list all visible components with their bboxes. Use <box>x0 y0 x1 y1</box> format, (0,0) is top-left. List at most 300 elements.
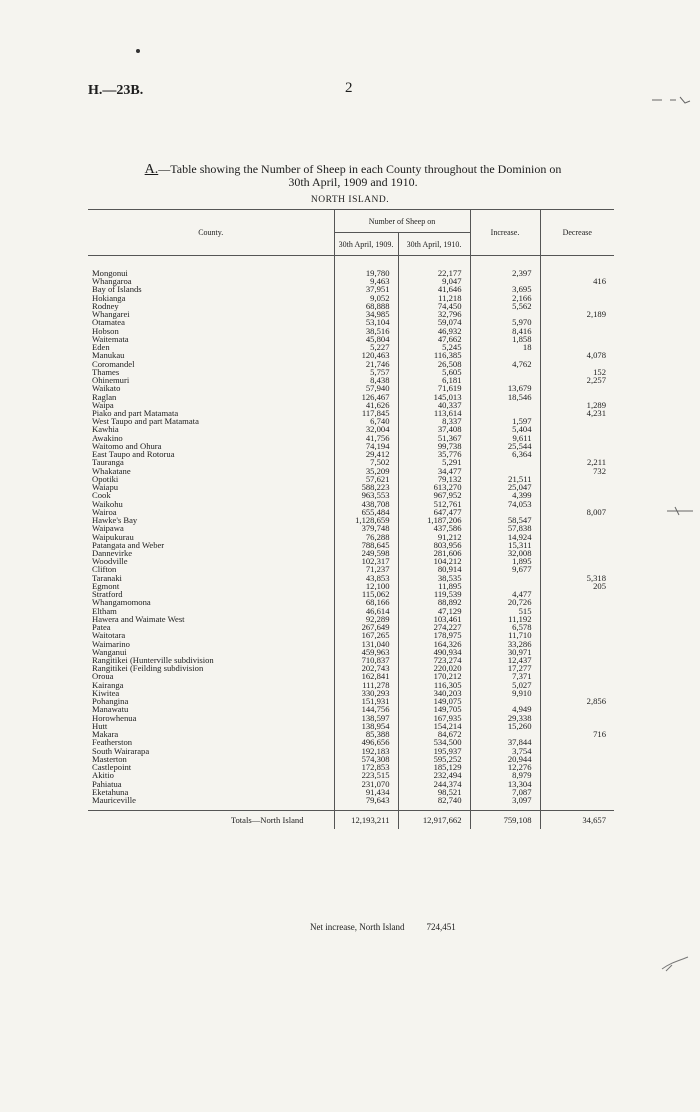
sheep-1909-cell: 588,223 <box>334 483 398 491</box>
sheep-1909-cell: 19,780 <box>334 269 398 277</box>
increase-cell <box>470 458 540 466</box>
county-cell: Ohinemuri <box>88 376 334 384</box>
header-decrease: Decrease <box>540 210 614 256</box>
decrease-cell: 2,257 <box>586 375 606 386</box>
county-cell: Waipa <box>88 401 334 409</box>
sheep-1909-cell: 71,237 <box>334 565 398 573</box>
sheep-1909-cell: 37,951 <box>334 285 398 293</box>
table-row <box>88 351 614 359</box>
county-cell: Hokianga <box>88 294 334 302</box>
title-line-1: —Table showing the Number of Sheep in each County throughout the Dominion on <box>158 162 562 176</box>
sheep-1910-cell: 534,500 <box>398 738 470 746</box>
sheep-1910-cell: 35,776 <box>398 450 470 458</box>
table-row <box>88 393 614 401</box>
decrease-cell <box>540 590 614 598</box>
sheep-1909-cell: 111,278 <box>334 681 398 689</box>
margin-mark <box>660 955 690 975</box>
sheep-1909-cell: 138,954 <box>334 722 398 730</box>
sheep-1910-cell: 11,895 <box>398 582 470 590</box>
table-row <box>88 549 614 557</box>
sheep-1909-cell: 459,963 <box>334 648 398 656</box>
county-cell: Eketahuna <box>88 788 334 796</box>
title-line-2: 30th April, 1909 and 1910. <box>288 175 418 189</box>
decrease-cell: 4,078 <box>586 350 606 361</box>
county-cell: Waitemata <box>88 335 334 343</box>
decrease-cell: 416 <box>593 276 606 287</box>
table-row <box>88 771 614 779</box>
ink-dot <box>136 49 140 53</box>
table-row <box>88 384 614 392</box>
county-cell: Rodney <box>88 302 334 310</box>
increase-cell: 2,166 <box>470 294 540 302</box>
table-row <box>88 533 614 541</box>
sheep-1910-cell: 281,606 <box>398 549 470 557</box>
sheep-1910-cell: 116,385 <box>398 351 470 359</box>
net-increase-line <box>310 922 456 932</box>
sheep-1909-cell: 85,388 <box>334 730 398 738</box>
header-county: County. <box>88 210 334 256</box>
increase-cell: 30,971 <box>470 648 540 656</box>
county-cell: Waitotara <box>88 631 334 639</box>
table-row <box>88 368 614 376</box>
decrease-cell: 8,007 <box>586 506 606 517</box>
county-cell: Oroua <box>88 672 334 680</box>
sheep-1909-cell: 35,209 <box>334 467 398 475</box>
sheep-1909-cell: 131,040 <box>334 640 398 648</box>
sheep-1909-cell: 92,289 <box>334 615 398 623</box>
sheep-1909-cell: 76,288 <box>334 533 398 541</box>
decrease-cell <box>540 327 614 335</box>
county-cell: Rangitikei (Feilding subdivision <box>88 664 334 672</box>
county-cell: Whakatane <box>88 467 334 475</box>
county-cell: Raglan <box>88 393 334 401</box>
sheep-1910-cell: 803,956 <box>398 541 470 549</box>
table-row <box>88 483 614 491</box>
county-cell: Mongonui <box>88 269 334 277</box>
table-row <box>88 557 614 565</box>
table-row <box>88 285 614 293</box>
sheep-1910-cell: 167,935 <box>398 714 470 722</box>
sheep-1910-cell: 46,932 <box>398 327 470 335</box>
county-cell: Eden <box>88 343 334 351</box>
header-number-of-sheep: Number of Sheep on <box>334 210 470 233</box>
sheep-1909-cell: 34,985 <box>334 310 398 318</box>
county-cell: Clifton <box>88 565 334 573</box>
sheep-1909-cell: 41,626 <box>334 401 398 409</box>
table-body <box>88 269 614 804</box>
table-row <box>88 738 614 746</box>
sheep-1910-cell: 51,367 <box>398 434 470 442</box>
sheep-1910-cell: 5,245 <box>398 343 470 351</box>
county-cell: Waitomo and Ohura <box>88 442 334 450</box>
table-row <box>88 565 614 573</box>
sheep-1910-cell: 170,212 <box>398 672 470 680</box>
decrease-cell <box>540 483 614 491</box>
table-row <box>88 631 614 639</box>
sheep-1909-cell: 5,227 <box>334 343 398 351</box>
table-row <box>88 615 614 623</box>
sheep-1910-cell: 232,494 <box>398 771 470 779</box>
table-row <box>88 623 614 631</box>
decrease-cell <box>540 648 614 656</box>
county-cell: Opotiki <box>88 475 334 483</box>
sheep-1910-cell: 647,477 <box>398 508 470 516</box>
page-number: 2 <box>345 80 353 96</box>
increase-cell: 1,895 <box>470 557 540 565</box>
table-row <box>88 705 614 713</box>
decrease-cell <box>540 656 614 664</box>
increase-cell: 15,311 <box>470 541 540 549</box>
table-row <box>88 343 614 351</box>
county-cell: Castlepoint <box>88 763 334 771</box>
sheep-1909-cell: 710,837 <box>334 656 398 664</box>
table-row <box>88 697 614 705</box>
county-cell: Hutt <box>88 722 334 730</box>
decrease-cell: 716 <box>593 729 606 740</box>
decrease-cell <box>540 294 614 302</box>
decrease-cell: 152 <box>593 366 606 377</box>
table-row <box>88 269 614 277</box>
sheep-1910-cell: 723,274 <box>398 656 470 664</box>
increase-cell: 21,511 <box>470 475 540 483</box>
county-cell: Bay of Islands <box>88 285 334 293</box>
table-row <box>88 500 614 508</box>
table-row <box>88 590 614 598</box>
increase-cell: 32,008 <box>470 549 540 557</box>
county-cell: South Wairarapa <box>88 747 334 755</box>
increase-cell: 515 <box>470 607 540 615</box>
increase-cell: 8,979 <box>470 771 540 779</box>
increase-cell: 13,679 <box>470 384 540 392</box>
increase-cell: 7,371 <box>470 672 540 680</box>
increase-cell: 5,027 <box>470 681 540 689</box>
county-cell: East Taupo and Rotorua <box>88 450 334 458</box>
table-row <box>88 755 614 763</box>
increase-cell: 4,762 <box>470 360 540 368</box>
sheep-1909-cell: 574,308 <box>334 755 398 763</box>
table-row <box>88 598 614 606</box>
sheep-table <box>88 209 614 829</box>
sheep-1910-cell: 149,075 <box>398 697 470 705</box>
increase-cell: 29,338 <box>470 714 540 722</box>
decrease-cell <box>540 672 614 680</box>
county-cell: West Taupo and part Matamata <box>88 417 334 425</box>
county-cell: Kairanga <box>88 681 334 689</box>
sheep-1909-cell: 8,438 <box>334 376 398 384</box>
sheep-1910-cell: 195,937 <box>398 747 470 755</box>
county-cell: Piako and part Matamata <box>88 409 334 417</box>
margin-mark <box>665 505 695 517</box>
decrease-cell <box>540 541 614 549</box>
table-row <box>88 310 614 318</box>
table-row <box>88 417 614 425</box>
county-cell: Patea <box>88 623 334 631</box>
sheep-1910-cell: 9,047 <box>398 277 470 285</box>
increase-cell: 3,097 <box>470 796 540 804</box>
sheep-1910-cell: 274,227 <box>398 623 470 631</box>
sheep-1909-cell: 267,649 <box>334 623 398 631</box>
totals-label: Totals—North Island <box>88 811 334 830</box>
decrease-cell <box>540 442 614 450</box>
table-row <box>88 681 614 689</box>
decrease-cell <box>540 285 614 293</box>
sheep-1910-cell: 34,477 <box>398 467 470 475</box>
decrease-cell <box>540 557 614 565</box>
sheep-1910-cell: 80,914 <box>398 565 470 573</box>
sheep-1909-cell: 9,463 <box>334 277 398 285</box>
sheep-1910-cell: 71,619 <box>398 384 470 392</box>
county-cell: Masterton <box>88 755 334 763</box>
increase-cell: 9,910 <box>470 689 540 697</box>
sheep-1909-cell: 32,004 <box>334 425 398 433</box>
increase-cell: 37,844 <box>470 738 540 746</box>
county-cell: Manukau <box>88 351 334 359</box>
county-cell: Waimarino <box>88 640 334 648</box>
sheep-1910-cell: 512,761 <box>398 500 470 508</box>
county-cell: Awakino <box>88 434 334 442</box>
decrease-cell: 2,211 <box>586 457 606 468</box>
county-cell: Waikohu <box>88 500 334 508</box>
decrease-cell <box>540 623 614 631</box>
increase-cell: 1,597 <box>470 417 540 425</box>
sheep-1909-cell: 117,845 <box>334 409 398 417</box>
decrease-cell <box>540 417 614 425</box>
sheep-1909-cell: 74,194 <box>334 442 398 450</box>
table-row <box>88 582 614 590</box>
decrease-cell <box>540 549 614 557</box>
sheep-1910-cell: 613,270 <box>398 483 470 491</box>
sheep-1910-cell: 88,892 <box>398 598 470 606</box>
sheep-1909-cell: 6,740 <box>334 417 398 425</box>
decrease-cell <box>540 631 614 639</box>
increase-cell: 18,546 <box>470 393 540 401</box>
increase-cell: 25,047 <box>470 483 540 491</box>
sheep-1909-cell: 167,265 <box>334 631 398 639</box>
decrease-cell <box>540 755 614 763</box>
net-increase-label: Net increase, North Island <box>310 922 405 932</box>
county-cell: Egmont <box>88 582 334 590</box>
county-cell: Otamatea <box>88 318 334 326</box>
increase-cell: 58,547 <box>470 516 540 524</box>
increase-cell: 14,924 <box>470 533 540 541</box>
county-cell: Featherston <box>88 738 334 746</box>
increase-cell: 5,404 <box>470 425 540 433</box>
sheep-1910-cell: 1,187,206 <box>398 516 470 524</box>
sheep-1909-cell: 379,748 <box>334 524 398 532</box>
decrease-cell: 732 <box>593 465 606 476</box>
table-row <box>88 730 614 738</box>
decrease-cell <box>540 681 614 689</box>
sheep-1910-cell: 340,203 <box>398 689 470 697</box>
county-cell: Cook <box>88 491 334 499</box>
decrease-cell <box>540 771 614 779</box>
county-cell: Wanganui <box>88 648 334 656</box>
sheep-1910-cell: 185,129 <box>398 763 470 771</box>
sheep-1910-cell: 99,738 <box>398 442 470 450</box>
sheep-1909-cell: 496,656 <box>334 738 398 746</box>
increase-cell: 4,477 <box>470 590 540 598</box>
county-cell: Hawke's Bay <box>88 516 334 524</box>
sheep-1909-cell: 9,052 <box>334 294 398 302</box>
sheep-1910-cell: 967,952 <box>398 491 470 499</box>
sheep-1910-cell: 490,934 <box>398 648 470 656</box>
decrease-cell <box>540 533 614 541</box>
decrease-cell <box>540 780 614 788</box>
sheep-1909-cell: 12,100 <box>334 582 398 590</box>
table-row <box>88 508 614 516</box>
increase-cell: 5,970 <box>470 318 540 326</box>
sheep-1909-cell: 330,293 <box>334 689 398 697</box>
sheep-1910-cell: 22,177 <box>398 269 470 277</box>
sheep-1910-cell: 595,252 <box>398 755 470 763</box>
sheep-1910-cell: 74,450 <box>398 302 470 310</box>
county-cell: Whangaroa <box>88 277 334 285</box>
sheep-1910-cell: 98,521 <box>398 788 470 796</box>
decrease-cell <box>540 434 614 442</box>
increase-cell: 1,858 <box>470 335 540 343</box>
sheep-1909-cell: 172,853 <box>334 763 398 771</box>
increase-cell: 9,677 <box>470 565 540 573</box>
decrease-cell: 2,189 <box>586 309 606 320</box>
table-row <box>88 574 614 582</box>
sheep-1909-cell: 102,317 <box>334 557 398 565</box>
header-increase: Increase. <box>470 210 540 256</box>
totals-decrease: 34,657 <box>540 811 614 830</box>
county-cell: Patangata and Weber <box>88 541 334 549</box>
sheep-1909-cell: 151,931 <box>334 697 398 705</box>
sheep-1909-cell: 438,708 <box>334 500 398 508</box>
totals-increase: 759,108 <box>470 811 540 830</box>
county-cell: Pohangina <box>88 697 334 705</box>
sheep-1909-cell: 7,502 <box>334 458 398 466</box>
sheep-1910-cell: 84,672 <box>398 730 470 738</box>
sheep-1910-cell: 5,291 <box>398 458 470 466</box>
sheep-1909-cell: 144,756 <box>334 705 398 713</box>
sheep-1909-cell: 655,484 <box>334 508 398 516</box>
decrease-cell <box>540 475 614 483</box>
document-reference: H.—23B. <box>88 83 144 98</box>
sheep-1909-cell: 115,062 <box>334 590 398 598</box>
sheep-1910-cell: 59,074 <box>398 318 470 326</box>
table-row <box>88 524 614 532</box>
sheep-1909-cell: 46,614 <box>334 607 398 615</box>
sheep-1910-cell: 5,605 <box>398 368 470 376</box>
decrease-cell <box>540 615 614 623</box>
sheep-1909-cell: 788,645 <box>334 541 398 549</box>
table-row <box>88 302 614 310</box>
decrease-cell: 4,231 <box>586 407 606 418</box>
decrease-cell <box>540 384 614 392</box>
county-cell: Horowhenua <box>88 714 334 722</box>
decrease-cell <box>540 747 614 755</box>
table-row <box>88 318 614 326</box>
increase-cell: 57,838 <box>470 524 540 532</box>
sheep-1910-cell: 47,662 <box>398 335 470 343</box>
county-cell: Dannevirke <box>88 549 334 557</box>
table-row <box>88 516 614 524</box>
county-cell: Wairoa <box>88 508 334 516</box>
increase-cell: 20,944 <box>470 755 540 763</box>
decrease-cell: 2,856 <box>586 696 606 707</box>
table-row <box>88 541 614 549</box>
county-cell: Akitio <box>88 771 334 779</box>
sheep-1909-cell: 192,183 <box>334 747 398 755</box>
table-row <box>88 450 614 458</box>
sheep-1910-cell: 154,214 <box>398 722 470 730</box>
increase-cell: 20,726 <box>470 598 540 606</box>
decrease-cell <box>540 516 614 524</box>
table-row <box>88 722 614 730</box>
sheep-1909-cell: 1,128,659 <box>334 516 398 524</box>
increase-cell: 11,192 <box>470 615 540 623</box>
decrease-cell <box>540 607 614 615</box>
table-row <box>88 475 614 483</box>
table-row <box>88 763 614 771</box>
sheep-1910-cell: 6,181 <box>398 376 470 384</box>
increase-cell: 7,087 <box>470 788 540 796</box>
table-row <box>88 491 614 499</box>
increase-cell: 11,710 <box>470 631 540 639</box>
sheep-1909-cell: 38,516 <box>334 327 398 335</box>
county-cell: Waiapu <box>88 483 334 491</box>
county-cell: Kiwitea <box>88 689 334 697</box>
table-row <box>88 672 614 680</box>
increase-cell: 15,260 <box>470 722 540 730</box>
table-row <box>88 640 614 648</box>
sheep-1909-cell: 963,553 <box>334 491 398 499</box>
sheep-1909-cell: 120,463 <box>334 351 398 359</box>
county-cell: Mauriceville <box>88 796 334 804</box>
sheep-1910-cell: 164,326 <box>398 640 470 648</box>
sheep-1909-cell: 57,621 <box>334 475 398 483</box>
increase-cell: 33,286 <box>470 640 540 648</box>
county-cell: Whangamomona <box>88 598 334 606</box>
increase-cell: 18 <box>470 343 540 351</box>
sheep-1910-cell: 437,586 <box>398 524 470 532</box>
sheep-1909-cell: 21,746 <box>334 360 398 368</box>
county-cell: Makara <box>88 730 334 738</box>
table-title <box>88 163 618 189</box>
county-cell: Thames <box>88 368 334 376</box>
table-row <box>88 788 614 796</box>
county-cell: Woodville <box>88 557 334 565</box>
increase-cell: 8,416 <box>470 327 540 335</box>
decrease-cell <box>540 318 614 326</box>
increase-cell: 6,578 <box>470 623 540 631</box>
sheep-1909-cell: 45,804 <box>334 335 398 343</box>
county-cell: Stratford <box>88 590 334 598</box>
sheep-1910-cell: 47,129 <box>398 607 470 615</box>
increase-cell: 4,399 <box>470 491 540 499</box>
county-cell: Tauranga <box>88 458 334 466</box>
sheep-1909-cell: 249,598 <box>334 549 398 557</box>
sheep-1909-cell: 91,434 <box>334 788 398 796</box>
table-row <box>88 780 614 788</box>
sheep-1909-cell: 41,756 <box>334 434 398 442</box>
increase-cell: 5,562 <box>470 302 540 310</box>
sheep-1910-cell: 178,975 <box>398 631 470 639</box>
sheep-1910-cell: 113,614 <box>398 409 470 417</box>
table-row <box>88 335 614 343</box>
county-cell: Coromandel <box>88 360 334 368</box>
increase-cell: 25,544 <box>470 442 540 450</box>
table-row <box>88 277 614 285</box>
county-cell: Rangitikei (Hunterville subdivision <box>88 656 334 664</box>
totals-1910: 12,917,662 <box>398 811 470 830</box>
county-cell: Hawera and Waimate West <box>88 615 334 623</box>
increase-cell: 74,053 <box>470 500 540 508</box>
increase-cell: 6,364 <box>470 450 540 458</box>
